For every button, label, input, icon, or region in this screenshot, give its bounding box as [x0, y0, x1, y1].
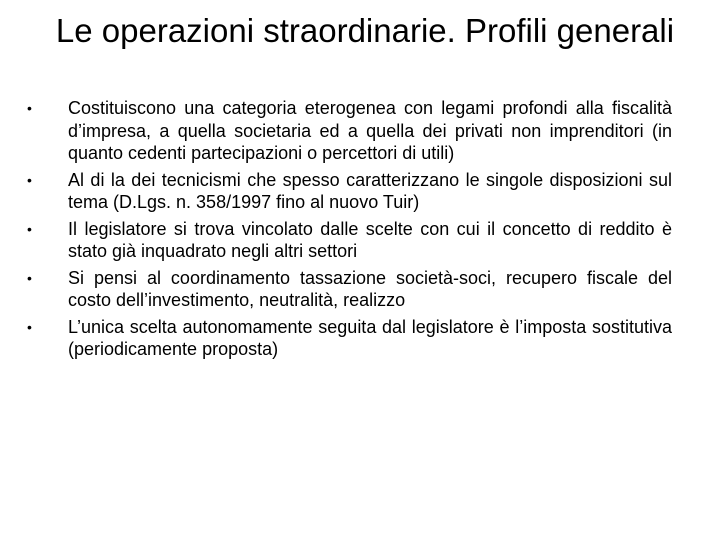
bullet-item [26, 97, 672, 165]
bullet-item [26, 267, 672, 312]
slide-title: Le operazioni straordinarie. Profili generali [55, 12, 675, 49]
bullet-dot-icon: • [27, 220, 32, 237]
bullet-text: Il legislatore si trova vincolato dalle scelte con cui il concetto di reddito è stato già inquadrato negli altri settori [68, 218, 672, 261]
bullet-item [26, 169, 672, 214]
bullet-text: Al di la dei tecnicismi che spesso caratterizzano le singole disposizioni sul tema (D.Lgs. n. 358/1997 fino al nuovo Tuir) [68, 169, 672, 212]
bullet-dot-icon: • [27, 269, 32, 286]
bullet-text: Si pensi al coordinamento tassazione società-soci, recupero fiscale del costo dell’investimento, neutralità, realizzo [68, 267, 672, 310]
bullet-item [26, 218, 672, 263]
bullet-dot-icon: • [27, 100, 32, 116]
bullet-list [26, 97, 672, 365]
bullet-text: L’unica scelta autonomamente seguita dal legislatore è l’imposta sostitutiva (periodicamente proposta) [68, 316, 672, 359]
bullet-dot-icon: • [27, 171, 32, 188]
bullet-item [26, 316, 672, 361]
bullet-text: Costituiscono una categoria eterogenea con legami profondi alla fiscalità d’impresa, a quella societaria ed a quella dei privati non imprenditori (in quanto cedenti partecipazioni o percettori di utili) [68, 98, 672, 163]
bullet-dot-icon: • [27, 318, 32, 335]
